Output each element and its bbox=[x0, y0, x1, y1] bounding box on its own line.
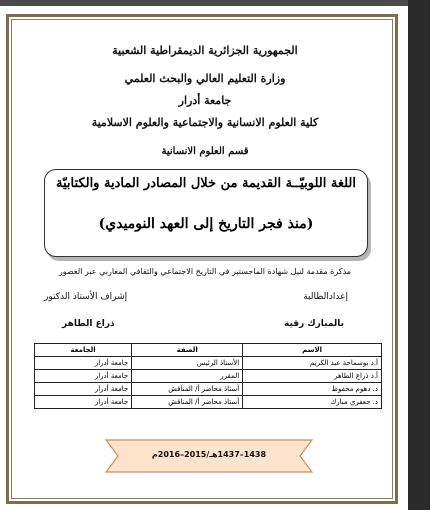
jury-col-university: الجامعة bbox=[35, 344, 132, 357]
ministry-heading: وزارة التعليم العالي والبحث العلمي bbox=[124, 72, 286, 85]
jury-member-name: أ.د ذراع الطاهر bbox=[243, 370, 382, 383]
supervisor-name: ذراع الطاهر bbox=[62, 319, 115, 329]
jury-col-role: الصفة bbox=[132, 344, 243, 357]
thesis-title-box bbox=[44, 169, 368, 257]
student-label: إعدادالطالبة bbox=[303, 292, 348, 302]
university-heading: جامعة أدرار bbox=[178, 94, 232, 107]
viewer-right-edge bbox=[408, 0, 430, 510]
document-page bbox=[0, 6, 408, 510]
republic-heading: الجمهورية الجزائرية الديمقراطية الشعبية bbox=[112, 44, 298, 57]
jury-member-university: جامعة أدرار bbox=[35, 357, 132, 370]
student-name: بالمبارك رقية bbox=[284, 319, 344, 329]
jury-member-role: المقرر bbox=[132, 370, 243, 383]
thesis-title-line1: اللغة اللوبيّــة القديمة من خلال المصادر المادية والكتابيّة bbox=[56, 176, 356, 191]
jury-member-role: الأستاذ الرئيس bbox=[132, 357, 243, 370]
table-row bbox=[35, 396, 382, 409]
table-row bbox=[35, 383, 382, 396]
supervisor-label: إشراف الأستاذ الدكتور bbox=[44, 292, 128, 302]
thesis-title-line2: (منذ فجر التاريخ إلى العهد النوميدي) bbox=[98, 216, 314, 232]
jury-col-name: الاسم bbox=[243, 344, 382, 357]
jury-table bbox=[34, 343, 382, 409]
faculty-heading: كلية العلوم الانسانية والاجتماعية والعلوم الاسلامية bbox=[91, 116, 319, 129]
jury-member-university: جامعة أدرار bbox=[35, 396, 132, 409]
jury-member-name: أ.د بوسماحة عبد الكريم bbox=[243, 357, 382, 370]
jury-member-role: أستاذ محاضر أ/ المناقش bbox=[132, 396, 243, 409]
jury-member-university: جامعة أدرار bbox=[35, 383, 132, 396]
table-row bbox=[35, 357, 382, 370]
jury-header-row bbox=[35, 344, 382, 357]
table-row bbox=[35, 370, 382, 383]
memo-statement: مذكرة مقدمة لنيل شهادة الماجستير في التاريخ الاجتماعي والثقافي المغاربي عبر العصور bbox=[58, 267, 352, 276]
jury-member-name: د. دهوم محفوظ bbox=[243, 383, 382, 396]
jury-member-university: جامعة أدرار bbox=[35, 370, 132, 383]
academic-year: 1438–1437هـ/2015–2016م bbox=[151, 450, 267, 459]
jury-member-name: د. جعفري مبارك bbox=[243, 396, 382, 409]
page-border-inner bbox=[11, 19, 393, 499]
department-heading: قسم العلوم الانسانية bbox=[161, 146, 249, 157]
jury-member-role: أستاذ محاضر أ/ المناقش bbox=[132, 383, 243, 396]
